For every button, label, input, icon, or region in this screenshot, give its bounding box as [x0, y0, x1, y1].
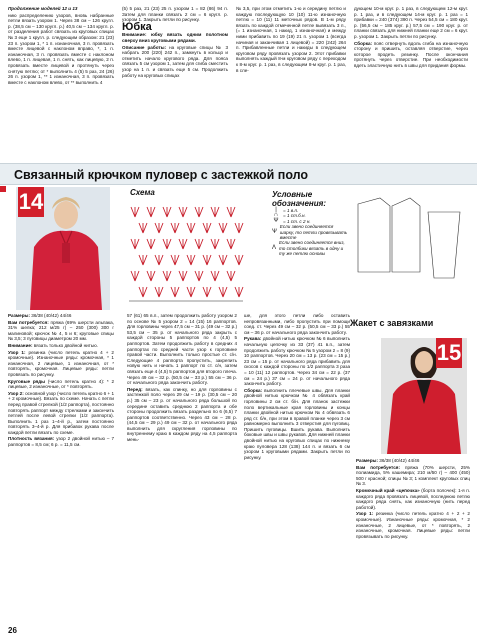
stitch-fan: [187, 223, 195, 233]
stitch-fan: [219, 223, 227, 233]
top-col-3: [236, 6, 346, 162]
jacket-edge: (борта полочек): 1-я п. каждого ряда провязать лицевой, последнюю петлю каждого ряда снять, как изнаночную (нить перед работой).: [356, 487, 470, 510]
stitch-fan: [163, 207, 171, 217]
stitch-fan: [235, 255, 243, 265]
stitch-fan: [155, 287, 163, 297]
page-number: 26: [8, 626, 17, 635]
skirt-heading: Юбка: [122, 20, 152, 33]
stitch-fan: [227, 207, 235, 217]
jacket-materials-label: Вам потребуется:: [356, 464, 400, 470]
stitch-fan: [203, 287, 211, 297]
top-col-2: [122, 6, 228, 162]
top-col-1-text: нию распределению узоров, вновь набранные петли вязать узором 1. Через 38 см – 126 кругл. р. (38,5 см – 130 кругл. р.) 40,5 см – 134 кругл. р. от разделения работ связать из круговых спицах № 3 еще 1 кругл. р. следующим образом: 21 (23) 23 п. узором 1, * 1 п. изнаночная, 3 п. провязать вместе лицевой с наклоном вправо, *, 1 п. изнаночная, 3 п. провязать вместе с наклоном влево, 1 п. лицевая, 1 п. снять, как лицевую, 2 п. провязать вместе лицевой и протянуть через снятую петлю; от * выполнить 4 (5) 5 раз, 24 (26) 26 п. узором 1, ** 1 изнаночная, 3 п. провязать вместе с наклоном влево, от ** выполнить 4: [8, 12, 114, 85]
jacket-title: Жакет с завязками: [350, 318, 434, 328]
garment-pattern-diagram: [350, 192, 468, 290]
pullover-edge-label: Круговые ряды: [8, 378, 46, 384]
legend-symbol: ∩: [273, 212, 279, 219]
pullover-front-text: вязать, как спинку, но для горловины с застежкой поло через 29 см – 19 р. (30,5 см – 20 р.) 35 см – 23 р. от начального ряда большой по середине оставить среднюю 2 раппорта и обе стороны продолжить вязать раздельно по 6 (6,5) 7 раппортов соответственно. Через 43 см – 28 р. (44,5 см – 29 р.) 49 см – 32 р. от начального ряда выполнить для скругления горловины по внутреннему краю в каждом ряду на 4,5 раппорта мень-: [127, 386, 237, 443]
pullover-back-text: 57 (61) 65 в.п., затем продолжить работу узором 2 по основе № 5 узором 2 = 14 (15) 16 раппортов. Для горловины через 47,5 см – 31 р. (49 см – 32 р.) 53,5 см – 35 р. от начального ряда закрыть с каждой стороны 5 раппортов по 4 (4,5) 5 раппортов. Затем продолжить работу в средних 4 раппортах по средней части узор к горловине правой части. Выполнить только простые ст. с/н. Следующие 4 раппорта пропустить, закрепить новую нить и начать 1 раппорт по ст. с/н, затем связать еще 4 (4,5) 5 раппортов для второго плеча. Через 49 см – 32 р. (50,5 см – 33 р.) 55 см – 36 р. от начального ряда закончить работу.: [127, 313, 237, 386]
stitch-fan: [203, 255, 211, 265]
skirt-warning: Внимание: юбку вязать одним полотном сверху вниз круговыми рядами.: [122, 32, 228, 43]
stitch-fan: [211, 207, 219, 217]
stitch-fan: [179, 271, 187, 281]
jacket-size: 36/38 (40/42) 44/46: [379, 458, 420, 463]
top-col-1: [8, 6, 114, 162]
skirt-description-label: Описание работы:: [122, 44, 167, 50]
legend-label: Если звено соединяется шарку, то петли провязывать вместе: [279, 224, 348, 241]
stitch-fan: [163, 239, 171, 249]
pullover-pattern2-label: Узор 2:: [8, 390, 24, 396]
legend-symbol: Ʌ: [272, 244, 277, 251]
jacket-size-label: Размеры:: [356, 458, 378, 463]
stitch-fan: [179, 207, 187, 217]
pullover-title: Связанный крючком пуловер с застежкой поло: [14, 168, 309, 182]
skirt-description-text: на круговые спицы № 3 набрать 200 (220) 242 п., замкнуть в кольцо и отметить начало кругового ряда. Для пояса связать 5 см узором 1, затем для сгиба сместить узор на 1 п. и связать еще 5 см. Продолжить работу на круговых спицах: [122, 44, 228, 78]
pullover-size-label: Размеры:: [8, 313, 30, 318]
pullover-assembly-label: Сборка:: [244, 387, 263, 393]
stitch-fan: [227, 239, 235, 249]
banner-accent: [0, 186, 6, 192]
stitch-fan: [235, 223, 243, 233]
jacket-pattern1: резинка (число петель кратно 4 + 2 + 2 кромочные). Изнаночные ряды: кромочная, * 2 изнаночные, 2 лицевые, от * повторять, 2 изнаночные, кромочная. Лицевые ряды: петли провязывать по рисунку.: [356, 511, 470, 539]
stitch-fan: [227, 271, 235, 281]
stitch-fan: [171, 255, 179, 265]
stitch-fan: [195, 239, 203, 249]
stitch-fan: [179, 239, 187, 249]
pullover-warning: вязать только двойной нитью.: [33, 342, 98, 348]
stitch-fan: [139, 223, 147, 233]
stitch-fan: [195, 207, 203, 217]
legend-symbol: |: [275, 207, 277, 213]
pullover-density: узор 2 двойной нитью – 7 раппортов = 8,5 см; 6 р. = 11,5 см.: [8, 436, 114, 448]
pullover-sleeves-label: Рукава:: [244, 336, 262, 342]
legend-row: [272, 240, 348, 256]
top-col-3-text: № 3,5, при этом отметить 1-ю и середину петлю и каждую последующую 10 (10) 11-ю изнаночную петлю = 10 (11) 11 меточных рядов. В 1-м ряду вязать по каждой отмеченной петле вывязать 3 п., (= 1 изнаночная, 1 накид, 1 изнаночная) и между ними прибавить по 19 (19) 21 п. узором 1 (всегда начиная и заканчивая 1 лицевой) = 220 (242) 264 п. Прибавленные петли и накиды в следующем круговом ряду провязать узором 2. Этот прибавки выполнять каждый 8-м круговом ряду с переходом к 8-м круг. р. 1 раз, в следующем 8-м круг. р. 1 раз, в сле-: [236, 6, 346, 73]
pullover-density-label: Плотность вязания:: [8, 436, 55, 442]
stitch-fan: [131, 239, 139, 249]
legend-label: = 1 ст. с 2 н.: [283, 218, 311, 224]
pullover-edge: (число петель кратно 4): * 2 лицевые, 2 изнаночные, от * повторять.: [8, 378, 114, 390]
stitch-fan: [203, 223, 211, 233]
stitch-fan: [171, 223, 179, 233]
stitch-fan: [187, 255, 195, 265]
stitch-fan: [187, 287, 195, 297]
skirt-assembly-text: пояс отвернуть вдоль сгиба на изнаночную сторону и пришить, оставляя отверстие, через которое продеть резинку. После окончания протянуть через отверстие. При необходимости вдеть эластичную нить в швы для придания формы.: [354, 40, 468, 68]
stitch-fan: [211, 271, 219, 281]
pullover-assembly: выполнить плечевые швы. Для планки двойной нитью крючком № 4 обвязать край горловины 2 см ст. б/н. Для планок застежки поло вертикальные края горловины и концы планки двойной нитью крючком № 4 обвязать 6 ряд ст. б/н, при этом в правой планке через 3 см равномерно выполнить 3 отверстия для пуговиц. Пришить пуговицы. Вшить рукава. Выполнить боковые швы и швы рукавов. Для нижней планки двойной нитью на круговых спицах по нижнему краю пуловера 128 (138) 144 п. и вязать 6 см узором 1 круговыми рядами. Закрыть петли по рисунку.: [244, 387, 350, 460]
stitch-fan: [211, 239, 219, 249]
stitch-fan: [219, 287, 227, 297]
continuation-heading: Продолжение моделей 12 и 13: [8, 6, 78, 11]
pullover-front-label: Перед:: [127, 386, 143, 392]
top-col-4-text: дующем 10-м круг. р. 1 раз, в следующем 12-м круг. р. 1 раз, и в следующем 14-м круг. р. 1 раз = 1 прибавки = 240 (374) 390 п. Через 54,5 см = 180 круг. р. (56,5 см – 185 круг. р.) 57,5 см = 190 круг. р. от планки связать для нижней планки еще 2 см = 6 круг. р. узором 1. Закрыть петли по рисунку.: [354, 6, 468, 39]
skirt-assembly-label: Сборка:: [354, 40, 373, 46]
badge-15: 15: [436, 338, 462, 368]
schema-title: Схема: [130, 188, 155, 197]
legend: [272, 190, 348, 257]
pullover-pattern1-label: Узор 1:: [8, 349, 26, 355]
stitch-fan: [235, 287, 243, 297]
legend-label: = 1 в.п.: [283, 208, 299, 213]
stitch-fan: [147, 239, 155, 249]
stitch-fan: [139, 287, 147, 297]
stitch-fan: [195, 271, 203, 281]
legend-label: = 1 ст.б.н.: [283, 213, 306, 219]
pullover-sleeves: двойной нитью крючком № 6 выполнить начальную цепочку из 33 (37) 41 в.п., затем продолжить работу крючком № 5 узором 2 = 8 (9) 10 раппортов. Через 20 см = 13 р. (23 см = 15 р.) 23 см = 15 р. от начального ряда прибавить для скосов с каждой стороны по 1/2 раппорта 3 раза = 10 (11) 12 раппортов. Через 34 см = 22 р. (37 см = 24 р.) 37 см = 24 р. от начального ряда закончить работу.: [244, 336, 350, 387]
stitch-fan: [147, 271, 155, 281]
pullover-col-c-text: ше, для этого петли либо оставить непровязанными, либо пропустить при помощи соед. ст. Через 49 см – 32 р. (50,5 см – 33 р.) 55 см – 36 р. от начального ряда закончить работу.: [244, 313, 350, 335]
stitch-fan: [139, 255, 147, 265]
pullover-materials-label: Вам потребуется:: [8, 319, 49, 325]
jacket-materials: пряжа (70% шерсти, 25% полиамида, 5% кашемира; 210 м/50 г) – 400 (450) 500 г красной; спицы № 3; 1 комплект круговых спиц № 3.: [356, 464, 470, 487]
pullover-pattern1: резинка (число петель кратно 4 + 2 кромочные). Изнаночные ряды: кромочная, * 1 изнаночная, 2 лицевые, 1 изнаночная, от * повторять, кромочная. Лицевые ряды: петли провязать по рисунку.: [8, 349, 114, 377]
jacket-col: [356, 458, 470, 621]
pullover-size: 36/38 (40/42) 44/46: [31, 313, 72, 318]
legend-row: [272, 224, 348, 240]
stitch-fan: [155, 255, 163, 265]
crochet-chart: [127, 197, 245, 305]
pullover-col-a: [127, 313, 237, 621]
stitch-fan: [131, 207, 139, 217]
badge-14: 14: [18, 187, 44, 217]
stitch-fan: [219, 255, 227, 265]
stitch-fan: [171, 287, 179, 297]
legend-label: Если звено соединяется вниз, то столбики вязать в одну и ту же петлю основы: [279, 240, 345, 257]
pullover-pattern2: основной узор (число петель кратно 6 + 1 + 2 кромочные). Вязать по схеме. Начать с петли перед правой стрелкой (1/2 раппорта), постоянно повторять раппорт между стрелками и закончить петлей после левой стрелки (1/2 раппорта). Выполнить 1 раз 1–4-й р., затем постоянно повторять 3–4-й р. Для прибавок рукава после каждой петли вязать по схеме.: [8, 390, 114, 435]
legend-title: Условные обозначения:: [272, 190, 326, 208]
jacket-pattern1-label: Узор 1:: [356, 511, 374, 517]
top-col-4: [354, 6, 468, 162]
stitch-fan: [131, 271, 139, 281]
jacket-edge-label: Кромочный край «цепочка»: [356, 487, 420, 493]
legend-symbol: Ψ: [273, 217, 279, 224]
pullover-materials: пряжа (69% шерсти альпака, 31% шелка; 212 м/25 г) – 250 (300) 300 г малиновой; крючок № 4, 5 и 6; круговые спицы № 3,5; 3 пуговицы диаметром 20 мм.: [8, 319, 114, 342]
pullover-col-c: [244, 313, 350, 621]
pullover-col-left: [8, 313, 114, 621]
stitch-fan: [155, 223, 163, 233]
legend-symbol: Ѱ: [272, 228, 277, 235]
section-banner: [0, 163, 477, 185]
top-col-2-intro: (5) 5 раз, 21 (23) 25 п. узором 1 = 82 (86) 94 п. Затем для планки связать 2 см = 6 кругл. р. узором 1. Закрыть петли по рисунку.: [122, 6, 228, 23]
pullover-warning-label: Внимание:: [8, 342, 33, 348]
stitch-fan: [147, 207, 155, 217]
stitch-fan: [163, 271, 171, 281]
